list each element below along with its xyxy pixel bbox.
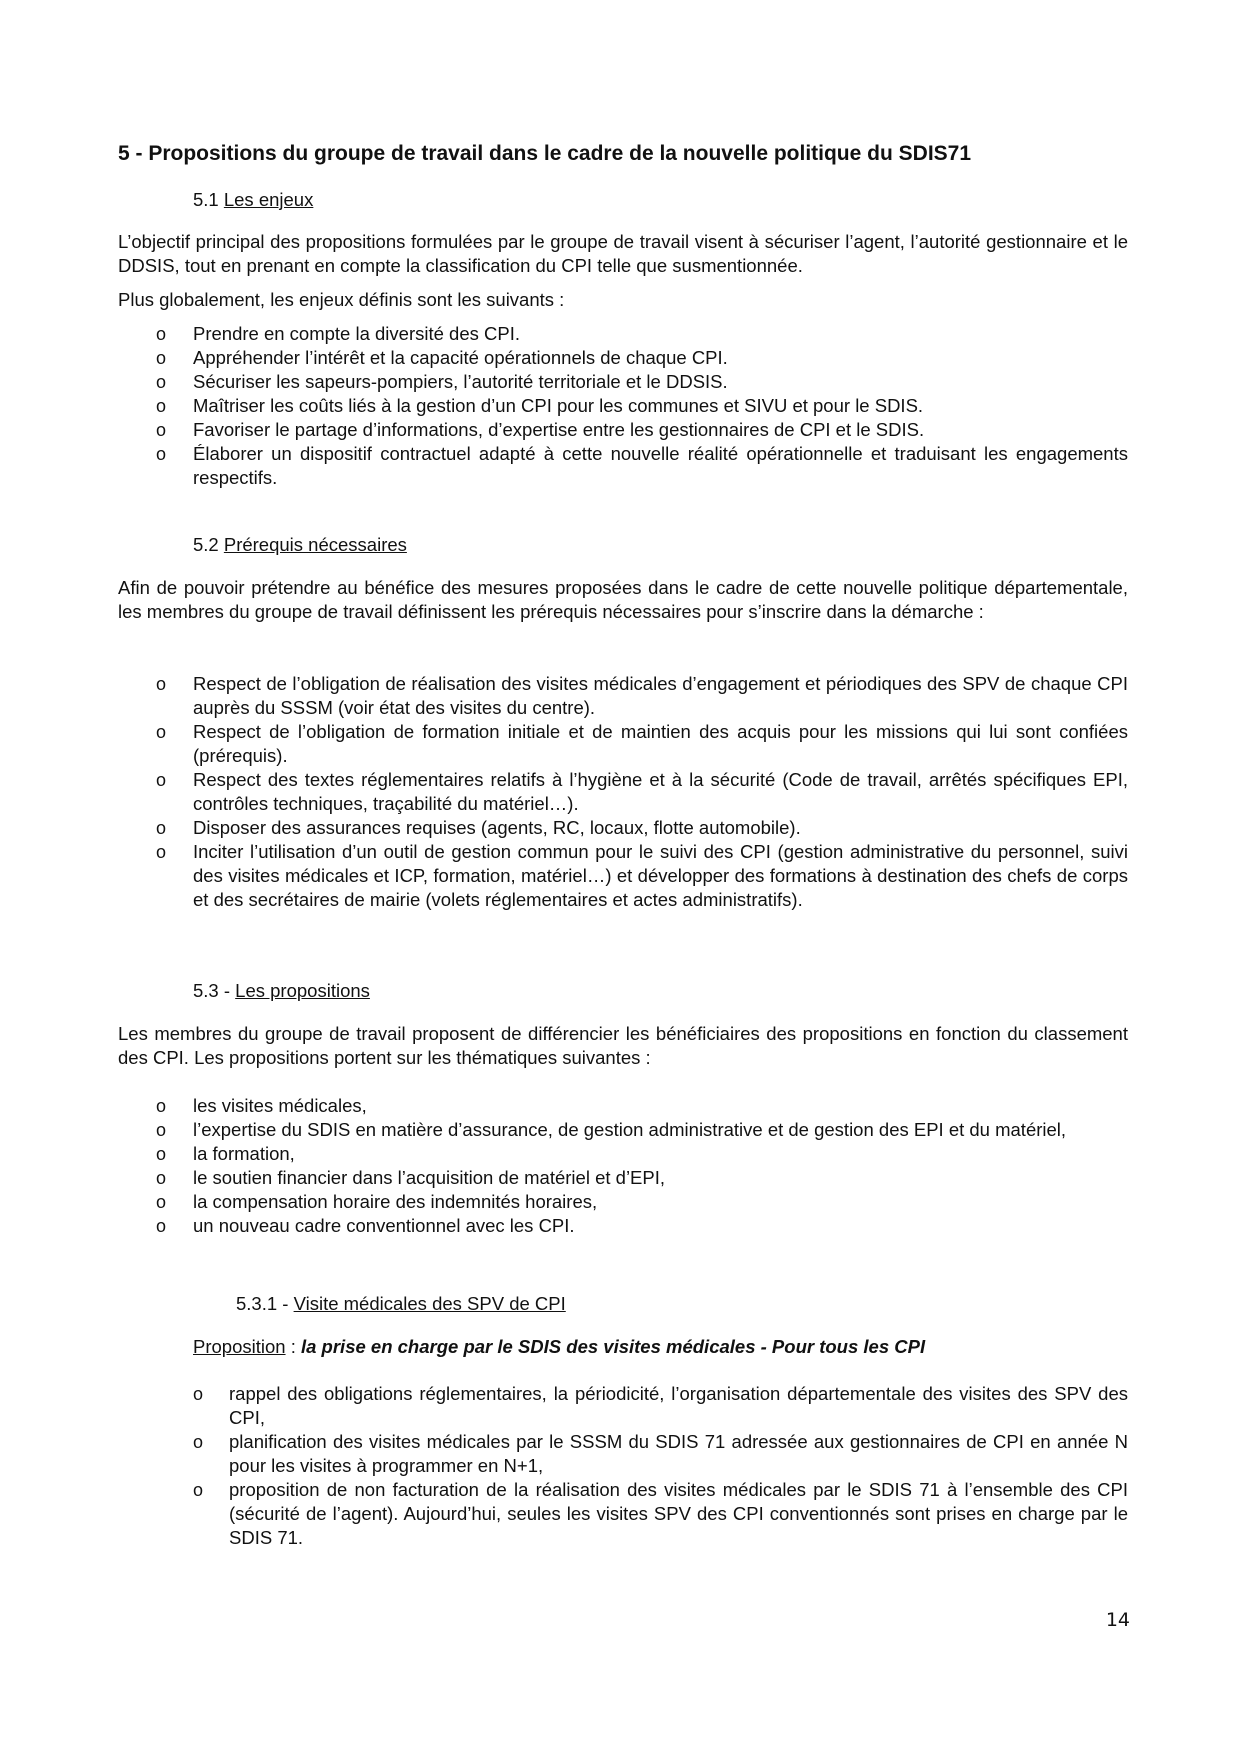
bullet-marker: o [156, 444, 167, 464]
bullet-marker: o [156, 348, 167, 368]
bullet-marker: o [156, 372, 167, 392]
list-item: o Disposer des assurances requises (agents, RC, locaux, flotte automobile). [156, 817, 801, 838]
subsection-number: 5.2 [193, 534, 219, 555]
bullet-marker: o [193, 1384, 204, 1404]
list-item: o Élaborer un dispositif contractuel adapté à cette nouvelle réalité opérationnelle et traduisant les engagements respectifs. [156, 443, 1128, 488]
paragraph: Plus globalement, les enjeux définis sont les suivants : [118, 289, 565, 310]
proposition-separator: : [285, 1336, 301, 1357]
bullet-marker: o [156, 1192, 167, 1212]
list-item: o Appréhender l’intérêt et la capacité opérationnels de chaque CPI. [156, 347, 728, 368]
paragraph: Afin de pouvoir prétendre au bénéfice des mesures proposées dans le cadre de cette nouvelle politique départementale, les membres du groupe de travail définissent les prérequis nécessaires pour s’inscrire dans la démarche : [118, 577, 1128, 622]
subsection-number: 5.1 [193, 189, 219, 210]
list-item: o Maîtriser les coûts liés à la gestion d’un CPI pour les communes et SIVU et pour le SDIS. [156, 395, 924, 416]
paragraph: Les membres du groupe de travail proposent de différencier les bénéficiaires des propositions en fonction du classement des CPI. Les propositions portent sur les thématiques suivantes : [118, 1023, 1128, 1068]
bullet-marker: o [156, 818, 167, 838]
page-number: 14 [1105, 1609, 1130, 1631]
subsection-title-5-3-1 [236, 1293, 566, 1315]
bullet-marker: o [156, 722, 167, 742]
list-item: o Respect de l’obligation de formation initiale et de maintien des acquis pour les missions qui lui sont confiées (prérequis). [156, 721, 1128, 766]
bullet-marker: o [156, 1096, 167, 1116]
bullet-marker: o [156, 842, 167, 862]
list-item: o Prendre en compte la diversité des CPI. [156, 323, 520, 344]
list-item: o le soutien financier dans l’acquisition de matériel et d’EPI, [156, 1167, 666, 1188]
bullet-marker: o [156, 1120, 167, 1140]
bullet-marker: o [156, 324, 167, 344]
bullet-marker: o [156, 674, 167, 694]
subsection-title-5-1 [193, 189, 313, 211]
subsection-number: 5.3 - [193, 980, 231, 1001]
list-item: o Favoriser le partage d’informations, d’expertise entre les gestionnaires de CPI et le SDIS. [156, 419, 925, 440]
list-item: o Inciter l’utilisation d’un outil de gestion commun pour le suivi des CPI (gestion administrative du personnel, suivi des visites médicales et ICP, formation, matériel…) et développer des formations à destination des chefs de corps et des secrétaires de mairie (volets réglementaires et actes administratifs). [156, 841, 1128, 910]
bullet-marker: o [156, 770, 167, 790]
bullet-list-thematiques [156, 1094, 1128, 1238]
list-item: o la formation, [156, 1143, 295, 1164]
proposition-text: la prise en charge par le SDIS des visites médicales - Pour tous les CPI [300, 1336, 926, 1357]
bullet-marker: o [156, 1216, 167, 1236]
proposition-line [193, 1335, 1128, 1359]
list-item: o Respect de l’obligation de réalisation des visites médicales d’engagement et périodiques des SPV de chaque CPI auprès du SSSM (voir état des visites du centre). [156, 673, 1128, 718]
list-item: o proposition de non facturation de la réalisation des visites médicales par le SDIS 71 à l’ensemble des CPI (sécurité de l’agent). Aujourd’hui, seules les visites SPV des CPI conventionnés sont prises en charge par le SDIS 71. [193, 1479, 1128, 1548]
subsection-label: Prérequis nécessaires [223, 534, 407, 555]
bullet-marker: o [156, 420, 167, 440]
bullet-marker: o [193, 1432, 204, 1452]
list-item: o planification des visites médicales par le SSSM du SDIS 71 adressée aux gestionnaires de CPI en année N pour les visites à programmer en N+1, [193, 1431, 1128, 1476]
bullet-marker: o [193, 1480, 204, 1500]
list-item: o la compensation horaire des indemnités horaires, [156, 1191, 598, 1212]
proposition-label: Proposition [193, 1336, 286, 1357]
paragraph: L’objectif principal des propositions formulées par le groupe de travail visent à sécuriser l’agent, l’autorité gestionnaire et le DDSIS, tout en prenant en compte la classification du CPI telle que susmentionnée. [118, 231, 1128, 276]
subsection-label: Les enjeux [223, 189, 314, 210]
list-item: o un nouveau cadre conventionnel avec les CPI. [156, 1215, 575, 1236]
list-item: o Sécuriser les sapeurs-pompiers, l’autorité territoriale et le DDSIS. [156, 371, 728, 392]
list-item: o l’expertise du SDIS en matière d’assurance, de gestion administrative et de gestion des EPI et du matériel, [156, 1119, 1067, 1140]
subsection-number: 5.3.1 - [236, 1293, 289, 1314]
subsection-title-5-2 [193, 534, 407, 556]
bullet-marker: o [156, 1168, 167, 1188]
bullet-marker: o [156, 1144, 167, 1164]
list-item: o rappel des obligations réglementaires, la périodicité, l’organisation départementale des visites des SPV des CPI, [193, 1383, 1128, 1428]
list-item: o les visites médicales, [156, 1095, 367, 1116]
bullet-list-enjeux [156, 322, 1128, 490]
section-heading: 5 - Propositions du groupe de travail dans le cadre de la nouvelle politique du SDIS71 [118, 142, 972, 165]
bullet-list-visites [193, 1382, 1128, 1550]
bullet-marker: o [156, 396, 167, 416]
subsection-label: Visite médicales des SPV de CPI [293, 1293, 566, 1314]
list-item: o Respect des textes réglementaires relatifs à l’hygiène et à la sécurité (Code de travail, arrêtés spécifiques EPI, contrôles techniques, traçabilité du matériel…). [156, 769, 1128, 814]
subsection-label: Les propositions [235, 980, 370, 1001]
bullet-list-prerequis [156, 672, 1128, 912]
subsection-title-5-3 [193, 980, 370, 1002]
